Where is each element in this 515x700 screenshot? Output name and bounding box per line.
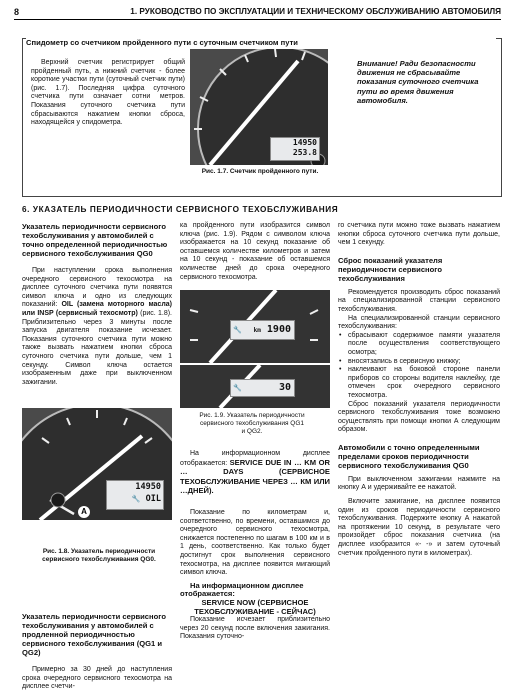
total-odometer-value: 14950 <box>135 482 161 492</box>
heading-reset: Сброс показаний указателя периодичности сервисного техобслуживания <box>338 255 443 283</box>
service-station-list <box>338 332 500 401</box>
paragraph-service-station: На специализированной станции сервисного техобслуживания: <box>338 314 500 331</box>
paragraph-qg0-codes: OIL (замена моторного масла) или INSP (сервисный техосмотр) <box>22 301 172 317</box>
list-item: • наклеивают на боковой стороне панели приборов со стороны водителя наклейку, где отмечен срок очередного сервисного техосмотра. <box>346 366 500 400</box>
list-item: • вносятзапись в сервисную книжку; <box>346 358 500 367</box>
page-header <box>14 5 501 20</box>
speedometer-paragraph: Верхний счетчик регистрирует общий пройденный путь, а нижний счетчик - более короткие участки пути (суточный счетчик пути) (рис. 1.7). Последняя цифра суточного счетчика пути означает сотни метров. Показания суточного счетчика пути сбрасываются нажатием кнопки сброса, находящейся у спидометра. <box>31 59 185 127</box>
heading-qg0: Указатель периодичности сервисного техобслуживания у автомобилей с точно определенной периодичностью сервисного техобслуживания QG0 <box>22 222 168 258</box>
total-odometer-value: 14950 <box>292 138 317 147</box>
paragraph-countdown: Показание по километрам и, соответственно, по времени, оставшимся до очередного сервисного техосмотра, снижается постепенно по шагам в 100 км и в 1 день, соответственно. Как только будет достигнут срок выполнения сервисного техосмотра, на дисплее появится мигающий символ ключа. <box>180 508 330 577</box>
wrench-icon: 🔧 <box>233 326 242 334</box>
speedometer-box-title: Спидометр со счетчиком пройденного пути с суточным счетчиком пути <box>26 38 496 48</box>
days-lcd <box>230 379 295 397</box>
paragraph-qg0-intro: При наступлении срока выполнения очередного сервисного техосмотра на дисплее суточного счетчика пути появятся символ ключа и одно из следующих показаний: <box>22 267 172 309</box>
paragraph-info-display <box>180 450 330 497</box>
section-title: 6. УКАЗАТЕЛЬ ПЕРИОДИЧНОСТИ СЕРВИСНОГО ТЕХОБСЛУЖИВАНИЯ <box>22 205 339 214</box>
paragraph-qg0 <box>22 267 172 387</box>
column-1-lower <box>22 612 172 692</box>
paragraph-qg1-qg2: Примерно за 30 дней до наступления срока очередного сервисного техосмотра на дисплее счетчи- <box>22 666 172 691</box>
paragraph-reset-recommend: Рекомендуется производить сброс показаний на специализированной станции сервисного техобслуживания. <box>338 288 500 313</box>
service-indicator-figure <box>22 408 172 520</box>
list-item: • сбрасывают содержимое памяти указателя после осуществления соответствующего осмотра; <box>346 332 500 358</box>
heading-qg1-qg2: Указатель периодичности сервисного техобслуживания у автомобилей с продленной периодичностью сервисного техобслуживания (QG1 и QG2) <box>22 612 166 657</box>
service-lcd <box>106 480 164 510</box>
paragraph-qg0-rest: (рис. 1.8). Приблизительно через 3 минуты после запуска двигателя показание исчезает. Показания суточного счетчика пути можно также вызвать нажатием кнопки сброса суточного счетчика пути дольше, чем 1 секунду. Символ ключа остается изображенным даже при выключенном зажигании. <box>22 309 172 386</box>
column-2 <box>180 222 330 282</box>
paragraph-service-now: Показание исчезает приблизительно через 20 секунд после включения зажигания. Показания суточно- <box>180 616 330 641</box>
paragraph-trip-reset: го счетчика пути можно тоже вызвать нажатием кнопки сброса суточного счетчика пути дольше, чем 1 секунду. <box>338 222 500 247</box>
service-km-figure <box>180 290 330 363</box>
service-now-message: SERVICE NOW (СЕРВИСНОЕ ТЕХОБСЛУЖИВАНИЕ - СЕЙЧАС) <box>194 597 316 616</box>
paragraph-key-symbol: ка пройденного пути изобразится символ ключа (рис. 1.9). Рядом с символом ключа изображается на 10 секунд показание об оставшемся количестве километров и затем на 10 секунд - показание об оставшемся количестве дней до срока очередного сервисного техосмотра. <box>180 222 330 281</box>
odometer-lcd <box>270 137 320 161</box>
running-title: 1. РУКОВОДСТВО ПО ЭКСПЛУАТАЦИИ И ТЕХНИЧЕСКОМУ ОБСЛУЖИВАНИЮ АВТОМОБИЛЯ <box>130 7 501 16</box>
figure-caption-1-9: Рис. 1.9. Указатель периодичности сервисного техобслуживания QG1 и QG2. <box>199 412 305 435</box>
column-3 <box>338 222 500 558</box>
service-code-value: 🔧 OIL <box>131 494 161 504</box>
trip-odometer-value: 253.8 <box>292 148 317 157</box>
column-2-lower <box>180 450 330 642</box>
figure-caption-1-7: Рис. 1.7. Счетчик пройденного пути. <box>201 168 319 175</box>
km-value: 1900 <box>266 324 291 335</box>
paragraph-button-a: Сброс показаний указателя периодичности сервисного техобслуживания тоже возможно осуществлять при помощи кнопки А следующим образом. <box>338 400 500 434</box>
button-a-label: A <box>78 506 90 518</box>
column-1 <box>22 222 172 387</box>
days-value: 30 <box>278 382 291 393</box>
reset-knob-icon <box>51 493 65 507</box>
paragraph-hold-button: При выключенном зажигании нажмите на кнопку А и удерживайте ее нажатой. <box>338 475 500 492</box>
service-days-figure <box>180 365 330 408</box>
paragraph-info-display-intro: На информационном дисплее отображается: <box>180 450 330 467</box>
figure-caption-1-8: Рис. 1.8. Указатель периодичности сервисного техобслуживания QG0. <box>42 548 156 563</box>
wrench-icon: 🔧 <box>233 384 242 392</box>
wrench-icon: 🔧 <box>131 495 141 503</box>
warning-text: Внимание! Ради безопасности движения не сбрасывайте показания суточного счетчика пути во время движения автомобиля. <box>357 59 479 105</box>
info-display-heading: На информационном дисплее отображается: <box>180 580 304 599</box>
km-prefix: km <box>253 327 261 334</box>
service-due-message: SERVICE DUE IN … KM OR … DAYS (СЕРВИСНОЕ ТЕХОБСЛУЖИВАНИЕ ЧЕРЕЗ … КМ ИЛИ …ДНЕЙ). <box>180 457 330 496</box>
odometer-figure <box>190 49 328 165</box>
heading-qg0-reset: Автомобили с точно определенными пределами сроков периодичности сервисного техобслуживания QG0 <box>338 442 480 470</box>
km-lcd <box>230 320 295 340</box>
page-number: 8 <box>14 7 20 17</box>
paragraph-ignition-on: Включите зажигание, на дисплее появится один из сроков периодичности сервисного техобслуживания. Подержите кнопку А нажатой на протяжении 10 секунд, в результате чего произойдет сброс показания счетчика (на дисплее изобразится «- -» и затем суточный счетчик пройденного пути в километрах). <box>338 498 500 557</box>
